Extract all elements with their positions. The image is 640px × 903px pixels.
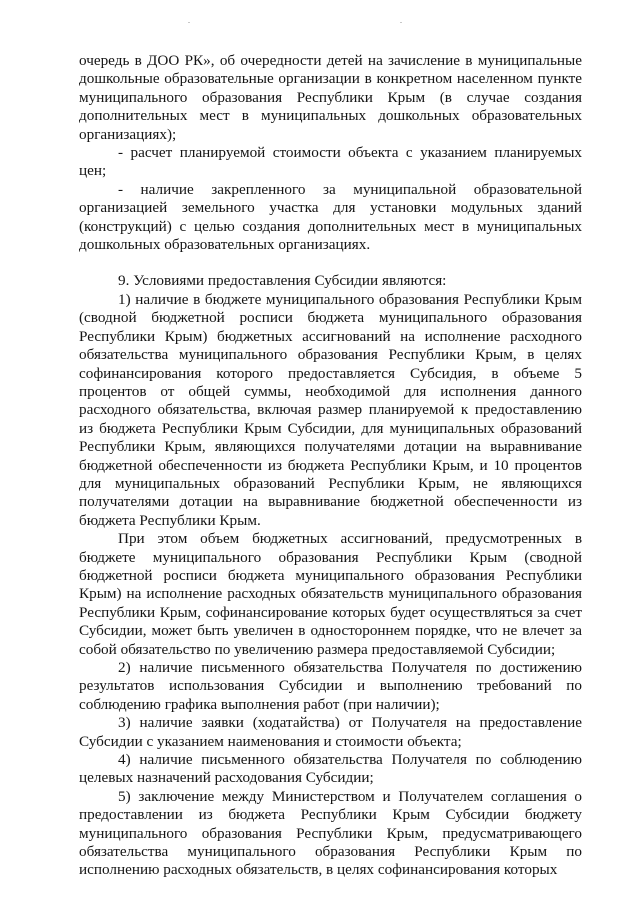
section-heading: 9. Условиями предоставления Субсидии являются:: [118, 272, 447, 290]
document-body: [79, 52, 582, 880]
paragraph: При этом объем бюджетных ассигнований, предусмотренных в бюджете муниципального образования Республики Крым (сводной бюджетной росписи бюджета муниципального образования Республики Крым) на исполнение расходных обязательств муниципального образования Республики Крым, софинансирование которых будет осуществляться за счет Субсидии, может быть увеличен в одностороннем порядке, что не влечет за собой обязательство по увеличению размера предоставляемой Субсидии;: [79, 530, 582, 658]
paragraph: 2) наличие письменного обязательства Получателя по достижению результатов использования Субсидии и выполнению требований по соблюдению графика выполнения работ (при наличии);: [79, 659, 582, 713]
paragraph: 1) наличие в бюджете муниципального образования Республики Крым (сводной бюджетной росписи бюджета муниципального образования Республики Крым) бюджетных ассигнований на исполнение расходного обязательства муниципального образования Республики Крым, в целях софинансирования которого предоставляется Субсидия, в объеме 5 процентов от общей суммы, необходимой для исполнения данного расходного обязательства, включая размер планируемой к предоставлению из бюджета Республики Крым Субсидии, для муниципальных образований Республики Крым, являющихся получателями дотации на выравнивание бюджетной обеспеченности из бюджета Республики Крым, и 10 процентов для муниципальных образований Республики Крым, не являющихся получателями дотации на выравнивание бюджетной обеспеченности из бюджета Республики Крым.: [79, 290, 582, 529]
scan-speck: [400, 22, 402, 23]
scan-speck: [188, 22, 190, 23]
paragraph: 3) наличие заявки (ходатайства) от Получателя на предоставление Субсидии с указанием наименования и стоимости объекта;: [79, 714, 582, 750]
paragraph: - расчет планируемой стоимости объекта с указанием планируемых цен;: [79, 144, 582, 180]
paragraph: очередь в ДОО РК», об очередности детей на зачисление в муниципальные дошкольные образовательные организации в конкретном населенном пункте муниципального образования Республики Крым (в случае создания дополнительных мест в муниципальных дошкольных образовательных организациях);: [79, 52, 582, 143]
paragraph: 5) заключение между Министерством и Получателем соглашения о предоставлении из бюджета Республики Крым Субсидии бюджету муниципального образования Республики Крым, предусматривающего обязательства муниципального образования Республики Крым по исполнению расходных обязательств, в целях софинансирования которых: [79, 787, 582, 879]
paragraph-gap: [79, 254, 582, 272]
paragraph: 4) наличие письменного обязательства Получателя по соблюдению целевых назначений расходования Субсидии;: [79, 751, 582, 787]
paragraph: - наличие закрепленного за муниципальной образовательной организацией земельного участка для установки модульных зданий (конструкций) с целью создания дополнительных мест в муниципальных дошкольных образовательных организациях.: [79, 180, 582, 254]
